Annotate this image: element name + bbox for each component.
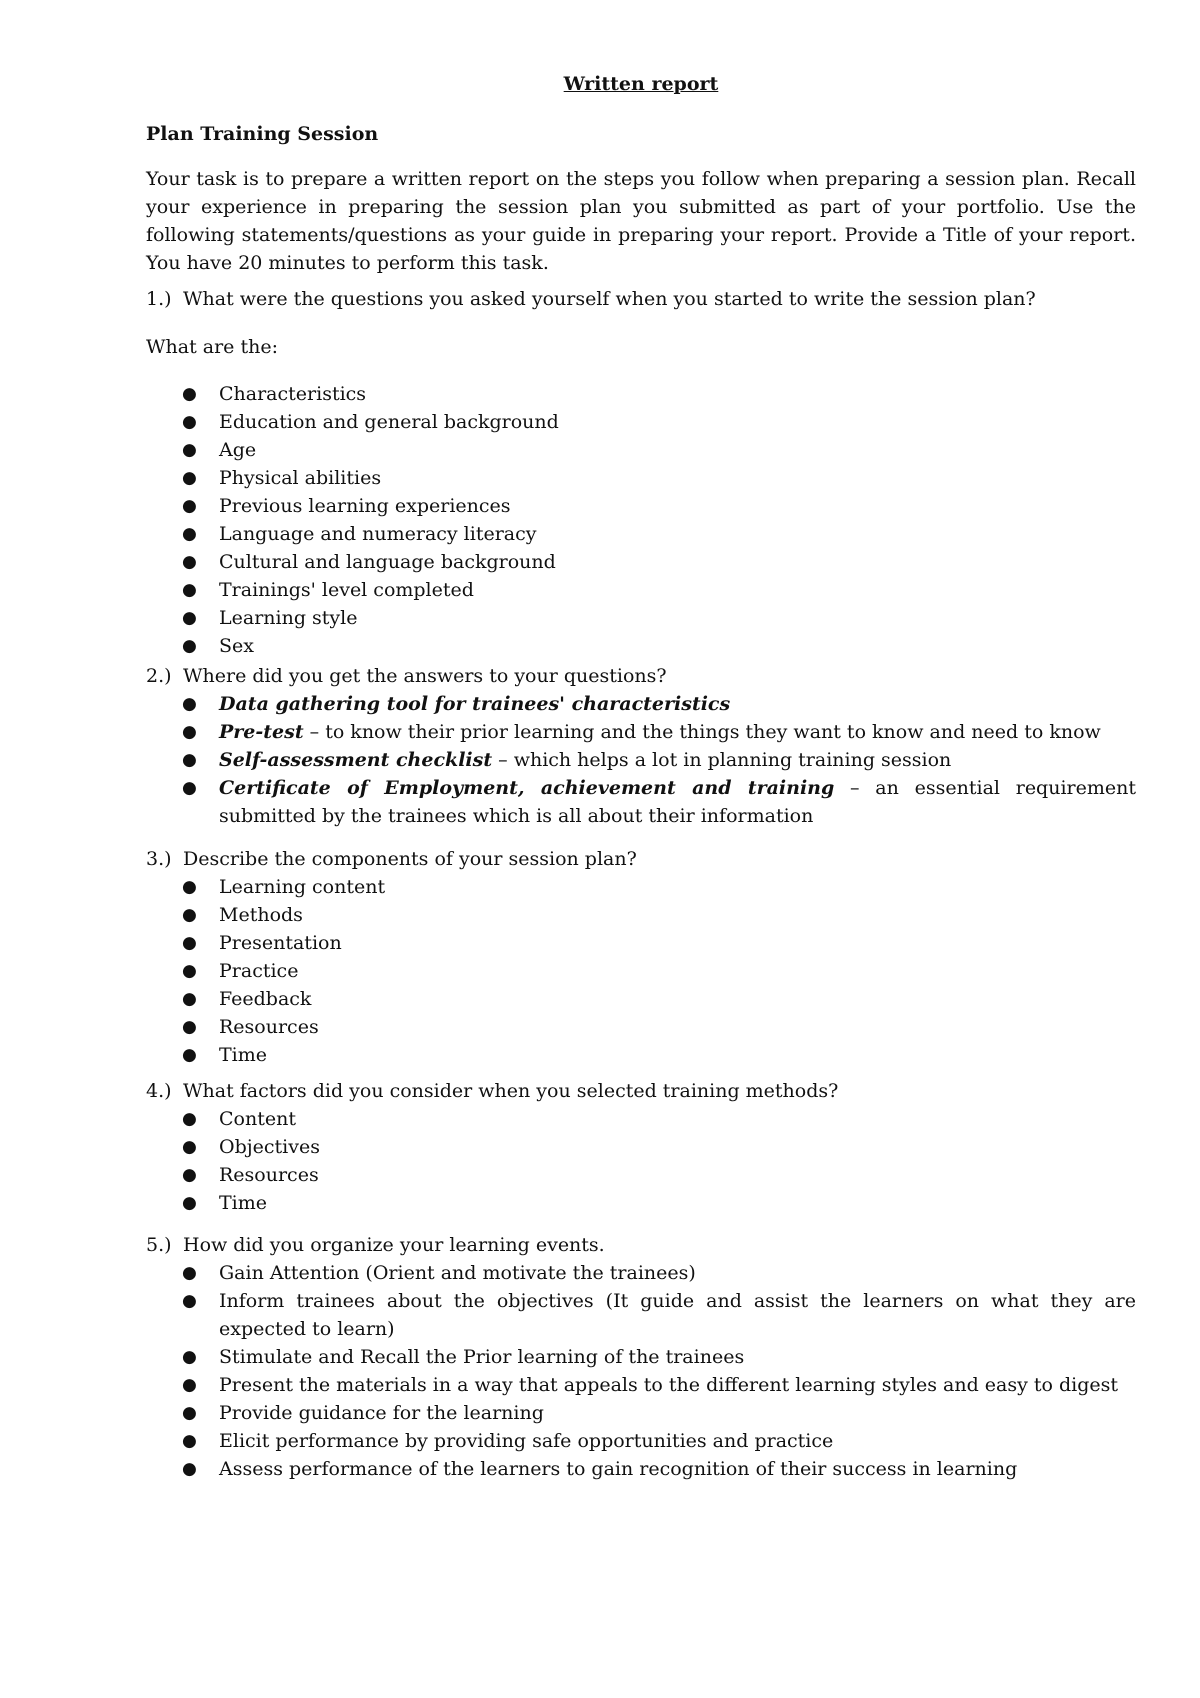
list-item-emphasis: Certificate of Employment, achievement and training (219, 777, 835, 799)
list-item (146, 1161, 1136, 1189)
list-item-text: Time (219, 1044, 268, 1066)
question-3-list (146, 873, 1136, 1069)
list-item (146, 985, 1136, 1013)
bullet-icon: ● (182, 1263, 197, 1283)
list-item (146, 520, 1136, 548)
question-4-list (146, 1105, 1136, 1217)
list-item (146, 929, 1136, 957)
list-item (146, 1455, 1136, 1483)
list-item (146, 604, 1136, 632)
question-5-list (146, 1259, 1136, 1483)
list-item (146, 548, 1136, 576)
bullet-icon: ● (182, 905, 197, 925)
list-item-text: Cultural and language background (219, 551, 556, 573)
bullet-icon: ● (182, 1109, 197, 1129)
bullet-icon: ● (182, 1459, 197, 1479)
document-title: Written report (563, 73, 719, 95)
question-1 (146, 285, 1136, 313)
list-item-emphasis: Pre-test (219, 721, 304, 743)
list-item-text: Learning style (219, 607, 358, 629)
list-item-text: Time (219, 1192, 268, 1214)
bullet-icon: ● (182, 961, 197, 981)
question-text: Where did you get the answers to your questions? (183, 665, 667, 687)
list-item (146, 1133, 1136, 1161)
list-item-text: Objectives (219, 1136, 320, 1158)
bullet-icon: ● (182, 1137, 197, 1157)
list-item-text: Assess performance of the learners to gain recognition of their success in learning (219, 1458, 1018, 1480)
list-item (146, 436, 1136, 464)
bullet-icon: ● (182, 1291, 197, 1311)
list-item-text: Feedback (219, 988, 312, 1010)
bullet-icon: ● (182, 552, 197, 572)
bullet-icon: ● (182, 1431, 197, 1451)
list-item (146, 873, 1136, 901)
list-item-text: Previous learning experiences (219, 495, 511, 517)
question-4 (146, 1077, 1136, 1105)
list-item-text: Physical abilities (219, 467, 382, 489)
bullet-icon: ● (182, 440, 197, 460)
question-text: What were the questions you asked yourself when you started to write the session plan? (183, 288, 1036, 310)
list-item-text: Provide guidance for the learning (219, 1402, 544, 1424)
list-item (146, 1343, 1136, 1371)
bullet-icon: ● (182, 933, 197, 953)
bullet-icon: ● (182, 750, 197, 770)
list-item-text: Learning content (219, 876, 386, 898)
list-item-text: Characteristics (219, 383, 367, 405)
question-number: 1.) (146, 288, 172, 310)
list-item-text: Inform trainees about the objectives (It guide and assist the learners on what they are expected to learn) (219, 1290, 1136, 1340)
list-item-text: Language and numeracy literacy (219, 523, 537, 545)
bullet-icon: ● (182, 384, 197, 404)
list-item-text: Age (219, 439, 257, 461)
question-2 (146, 662, 1136, 690)
list-item (146, 1041, 1136, 1069)
list-item-text: Resources (219, 1164, 319, 1186)
bullet-icon: ● (182, 608, 197, 628)
list-item-text: – which helps a lot in planning training session (492, 749, 952, 771)
bullet-icon: ● (182, 1045, 197, 1065)
list-item (146, 1427, 1136, 1455)
list-item-emphasis: Data gathering tool for trainees' characteristics (219, 693, 731, 715)
list-item-text: Practice (219, 960, 299, 982)
question-number: 2.) (146, 665, 172, 687)
question-text: How did you organize your learning events. (183, 1234, 605, 1256)
list-item (146, 746, 1136, 774)
question-3 (146, 845, 1136, 873)
bullet-icon: ● (182, 580, 197, 600)
list-item-text: – to know their prior learning and the things they want to know and need to know (303, 721, 1101, 743)
list-item-text: Trainings' level completed (219, 579, 474, 601)
list-item (146, 492, 1136, 520)
list-item-text: Present the materials in a way that appeals to the different learning styles and easy to digest (219, 1374, 1119, 1396)
list-item-text: Elicit performance by providing safe opportunities and practice (219, 1430, 834, 1452)
question-text: Describe the components of your session plan? (183, 848, 637, 870)
bullet-icon: ● (182, 877, 197, 897)
list-item (146, 464, 1136, 492)
list-item-text: Content (219, 1108, 296, 1130)
bullet-icon: ● (182, 1375, 197, 1395)
list-item-text: Resources (219, 1016, 319, 1038)
list-item-text: Presentation (219, 932, 342, 954)
question-1-list (146, 380, 1136, 660)
bullet-icon: ● (182, 636, 197, 656)
bullet-icon: ● (182, 1165, 197, 1185)
list-item (146, 1105, 1136, 1133)
bullet-icon: ● (182, 1193, 197, 1213)
list-item-text: Gain Attention (Orient and motivate the trainees) (219, 1262, 696, 1284)
question-5 (146, 1231, 1136, 1259)
bullet-icon: ● (182, 524, 197, 544)
list-item (146, 718, 1136, 746)
list-item (146, 1287, 1136, 1343)
list-item (146, 901, 1136, 929)
list-item-text: – an essential requirement submitted by the trainees which is all about their information (219, 777, 1136, 827)
bullet-icon: ● (182, 722, 197, 742)
list-item (146, 774, 1136, 830)
bullet-icon: ● (182, 1017, 197, 1037)
bullet-icon: ● (182, 412, 197, 432)
bullet-icon: ● (182, 1403, 197, 1423)
question-1-subtext: What are the: (146, 336, 278, 358)
question-number: 3.) (146, 848, 172, 870)
bullet-icon: ● (182, 496, 197, 516)
bullet-icon: ● (182, 694, 197, 714)
list-item (146, 1371, 1136, 1399)
list-item (146, 1013, 1136, 1041)
list-item (146, 380, 1136, 408)
list-item-text: Sex (219, 635, 254, 657)
list-item (146, 1189, 1136, 1217)
list-item (146, 1259, 1136, 1287)
list-item (146, 690, 1136, 718)
list-item (146, 408, 1136, 436)
question-number: 4.) (146, 1080, 172, 1102)
list-item (146, 576, 1136, 604)
question-text: What factors did you consider when you selected training methods? (183, 1080, 839, 1102)
bullet-icon: ● (182, 989, 197, 1009)
list-item (146, 1399, 1136, 1427)
bullet-icon: ● (182, 468, 197, 488)
question-number: 5.) (146, 1234, 172, 1256)
intro-paragraph: Your task is to prepare a written report on the steps you follow when preparing a session plan. Recall your experience in preparing the session plan you submitted as part of your portfolio. Use the following statements/questions as your guide in preparing your report. Provide a Title of your report. You have 20 minutes to perform this task. (146, 168, 1136, 274)
list-item-text: Methods (219, 904, 303, 926)
section-heading: Plan Training Session (146, 123, 379, 145)
bullet-icon: ● (182, 778, 197, 798)
bullet-icon: ● (182, 1347, 197, 1367)
list-item (146, 957, 1136, 985)
list-item (146, 632, 1136, 660)
list-item-emphasis: Self-assessment checklist (219, 749, 493, 771)
question-2-list (146, 690, 1136, 830)
list-item-text: Stimulate and Recall the Prior learning of the trainees (219, 1346, 745, 1368)
list-item-text: Education and general background (219, 411, 559, 433)
